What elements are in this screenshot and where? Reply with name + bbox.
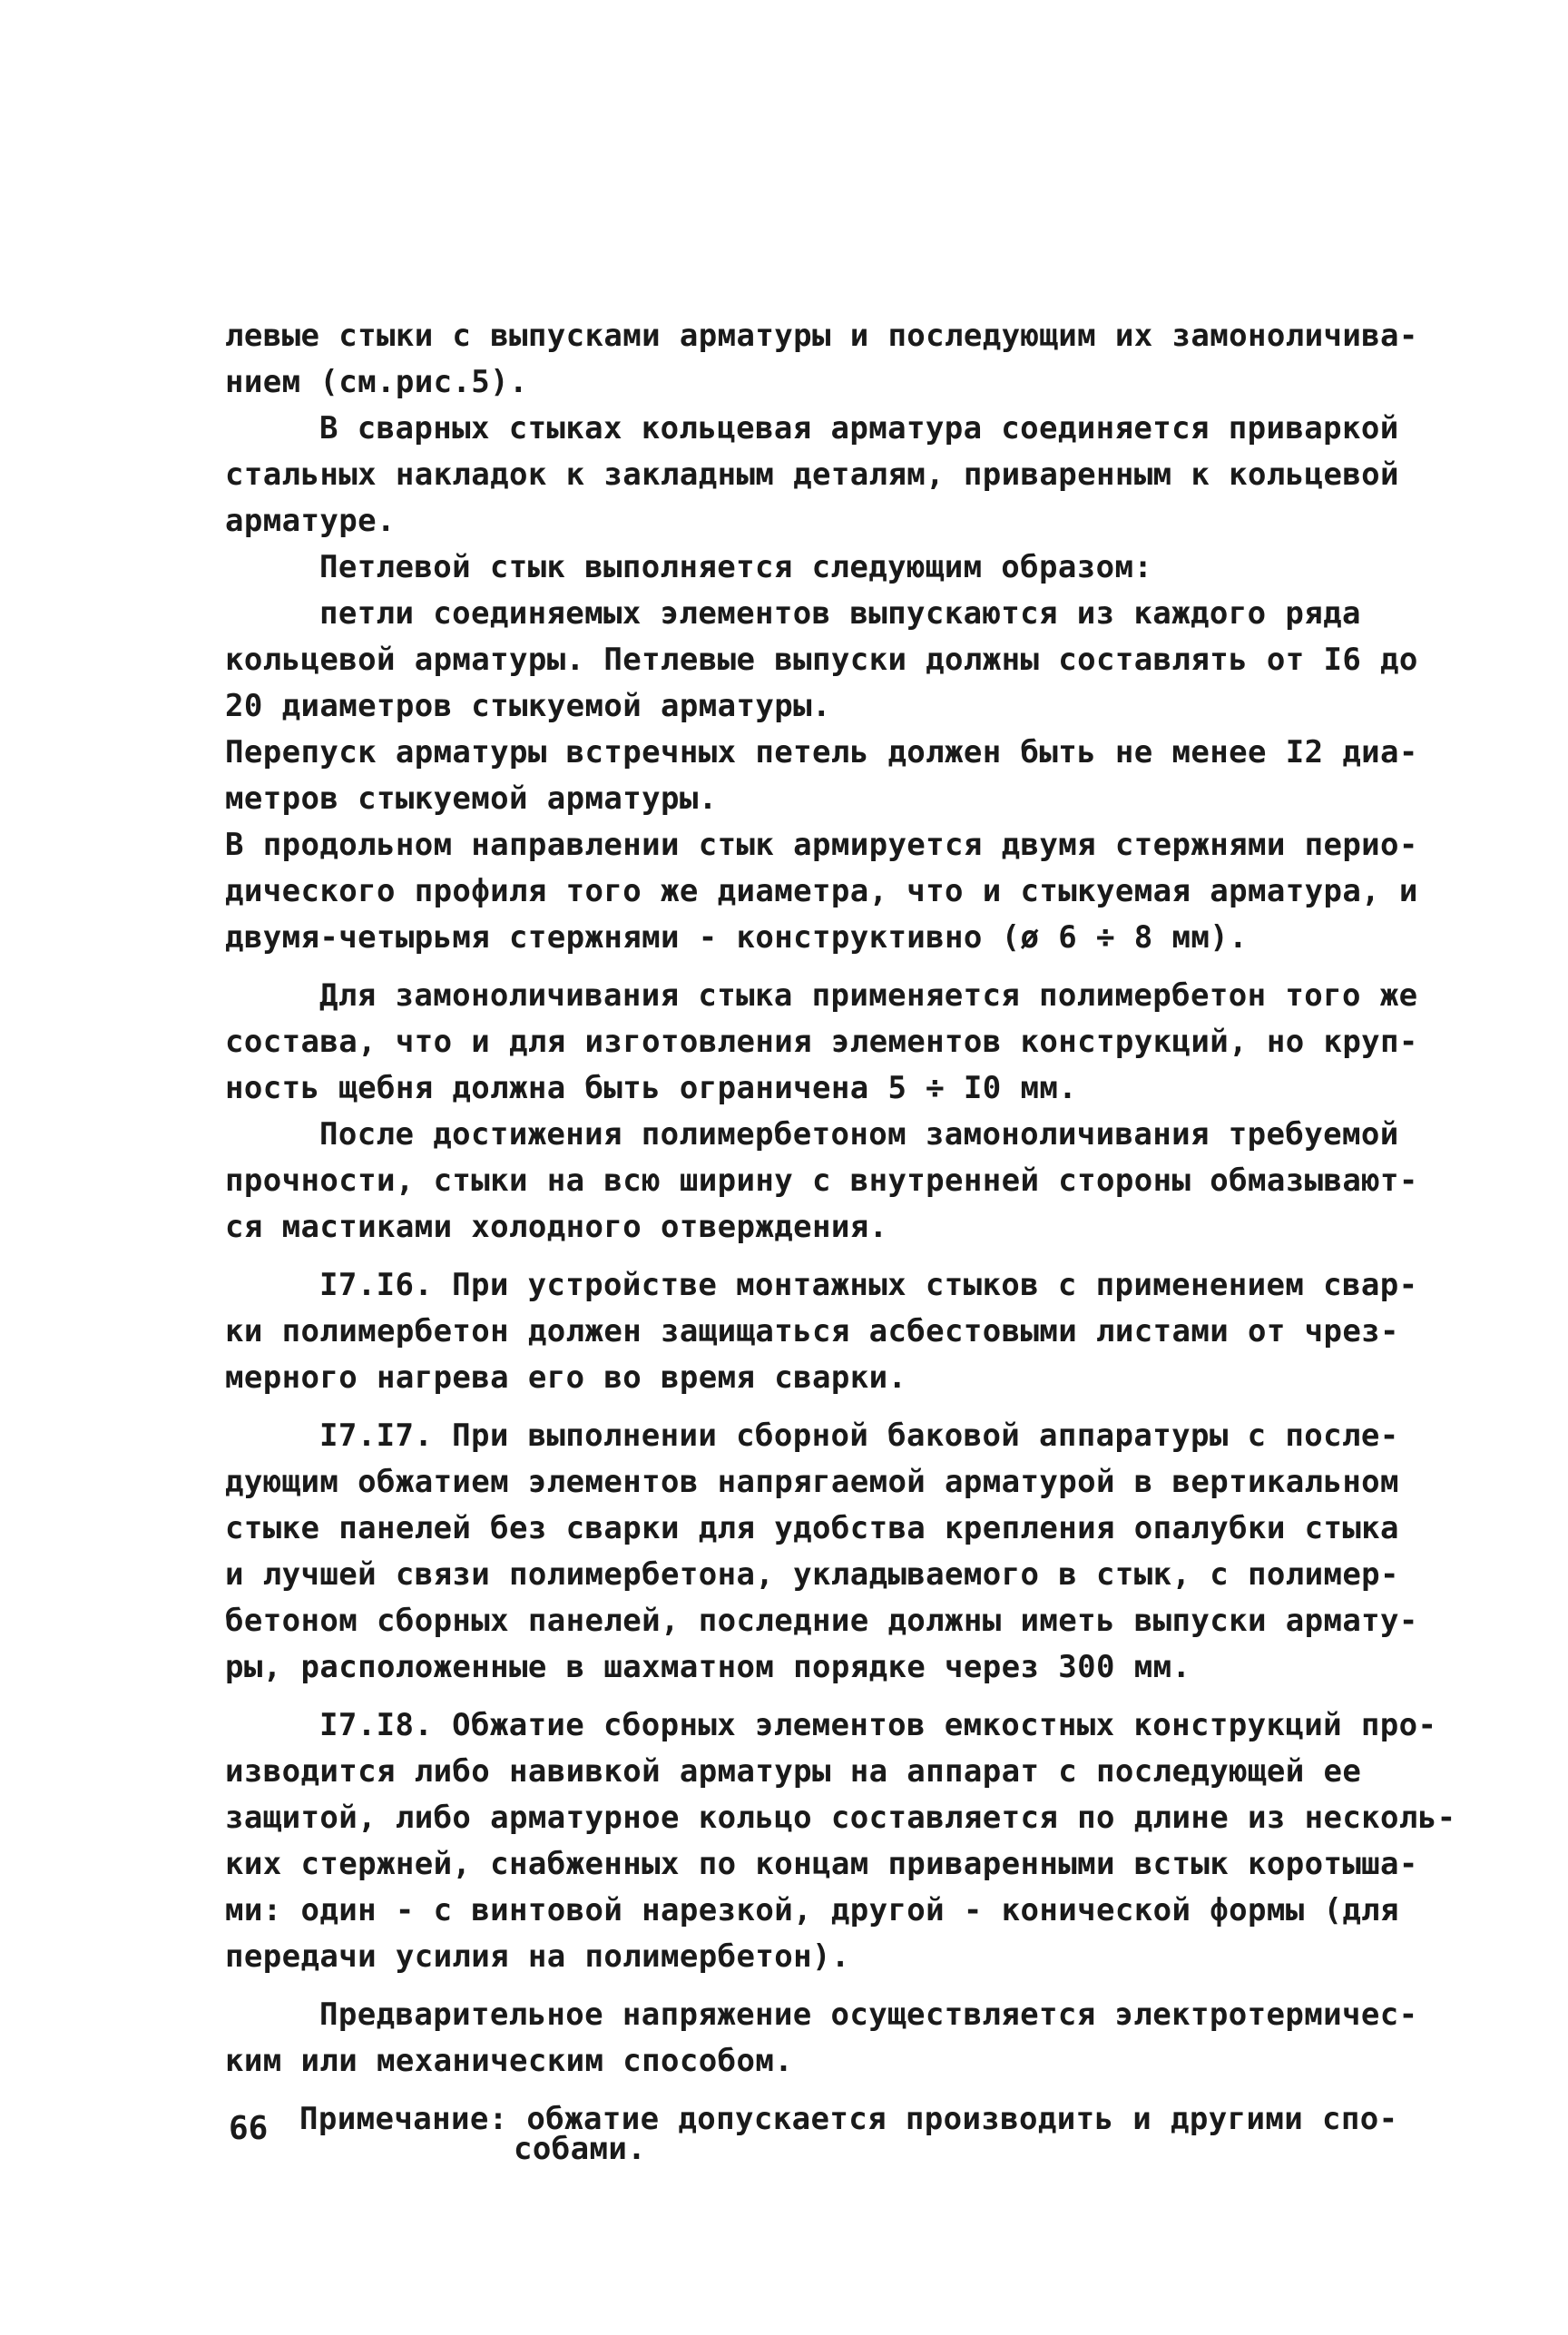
note-line: собами. <box>514 2131 647 2167</box>
text-line: дического профиля того же диаметра, что и стыкуемая арматура, и <box>225 873 1418 909</box>
text-line: защитой, либо арматурное кольцо составляется по длине из несколь- <box>225 1800 1456 1836</box>
text-line: петли соединяемых элементов выпускаются из каждого ряда <box>319 595 1361 632</box>
text-line: стыке панелей без сварки для удобства крепления опалубки стыка <box>225 1510 1399 1546</box>
text-line: 20 диаметров стыкуемой арматуры. <box>225 688 831 724</box>
text-line: мерного нагрева его во время сварки. <box>225 1359 907 1396</box>
text-line: нием (см.рис.5). <box>225 364 528 400</box>
text-line: и лучшей связи полимербетона, укладываемого в стык, с полимер- <box>225 1556 1399 1593</box>
text-line: левые стыки с выпусками арматуры и последующим их замоноличива- <box>225 318 1418 354</box>
text-line: изводится либо навивкой арматуры на аппарат с последующей ее <box>225 1753 1362 1790</box>
text-line: ность щебня должна быть ограничена 5 ÷ I0 мм. <box>225 1070 1078 1106</box>
text-line: прочности, стыки на всю ширину с внутренней стороны обмазывают- <box>225 1163 1418 1199</box>
text-line: Петлевой стык выполняется следующим образом: <box>319 549 1153 585</box>
text-line: ких стержней, снабженных по концам приваренными встык коротыша- <box>225 1846 1418 1882</box>
text-line: бетоном сборных панелей, последние должны иметь выпуски армату- <box>225 1603 1418 1639</box>
text-line: Предварительное напряжение осуществляется электротермичес- <box>319 1997 1418 2033</box>
text-line: I7.I6. При устройстве монтажных стыков с применением свар- <box>319 1267 1418 1303</box>
text-line: двумя-четырьмя стержнями - конструктивно (ø 6 ÷ 8 мм). <box>225 919 1248 956</box>
text-line: ры, расположенные в шахматном порядке через 300 мм. <box>225 1649 1191 1685</box>
text-line: стальных накладок к закладным деталям, приваренным к кольцевой <box>225 456 1399 493</box>
text-line: состава, что и для изготовления элементов конструкций, но круп- <box>225 1024 1418 1060</box>
text-line: ки полимербетон должен защищаться асбестовыми листами от чрез- <box>225 1313 1399 1349</box>
text-line: дующим обжатием элементов напрягаемой арматурой в вертикальном <box>225 1464 1399 1500</box>
text-line: кольцевой арматуры. Петлевые выпуски должны составлять от I6 до <box>225 642 1418 678</box>
text-line: Перепуск арматуры встречных петель должен быть не менее I2 диа- <box>225 734 1418 770</box>
text-line: передачи усилия на полимербетон). <box>225 1938 850 1975</box>
text-line: ми: один - с винтовой нарезкой, другой - конической формы (для <box>225 1892 1399 1928</box>
text-line: В сварных стыках кольцевая арматура соединяется приваркой <box>319 410 1399 446</box>
text-line: арматуре. <box>225 503 396 539</box>
note-line: Примечание: обжатие допускается производить и другими спо- <box>299 2101 1398 2137</box>
text-line: I7.I7. При выполнении сборной баковой аппаратуры с после- <box>319 1418 1399 1454</box>
text-line: I7.I8. Обжатие сборных элементов емкостных конструкций про- <box>319 1707 1437 1743</box>
body-text <box>225 313 1456 2173</box>
text-line: метров стыкуемой арматуры. <box>225 780 718 817</box>
text-line: После достижения полимербетоном замоноличивания требуемой <box>319 1116 1399 1153</box>
text-line: В продольном направлении стык армируется двумя стержнями перио- <box>225 827 1418 863</box>
text-line: ким или механическим способом. <box>225 2043 794 2079</box>
text-line: ся мастиками холодного отверждения. <box>225 1209 888 1245</box>
page-number: 66 <box>229 2110 269 2147</box>
text-line: Для замоноличивания стыка применяется полимербетон того же <box>319 977 1418 1014</box>
